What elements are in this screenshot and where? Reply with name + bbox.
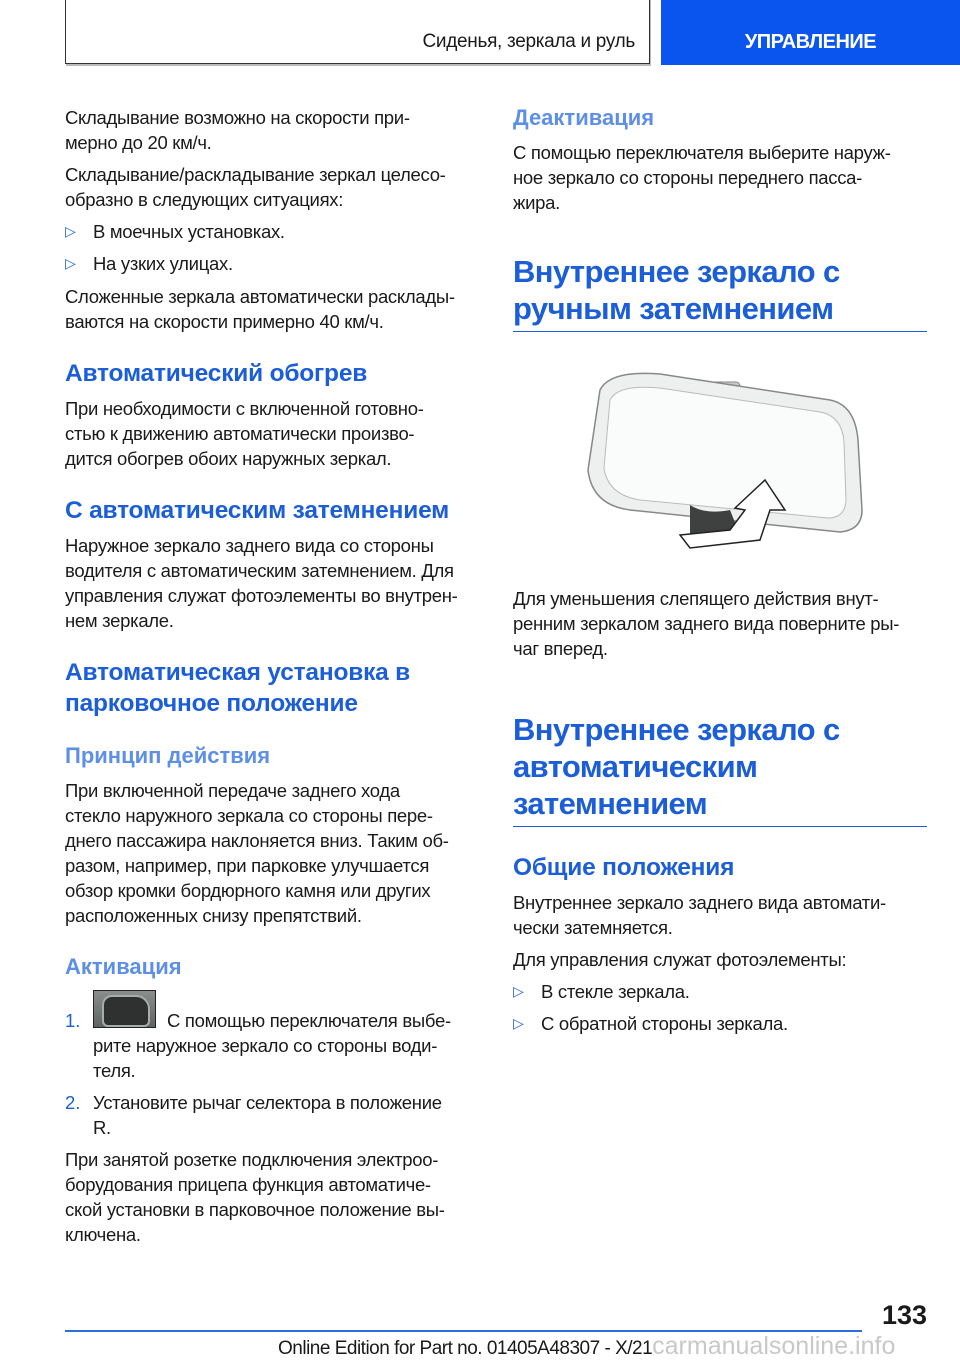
text-line: чаг вперед. xyxy=(513,638,608,659)
step-number: 2. xyxy=(65,1092,81,1113)
paragraph-deactivation xyxy=(513,140,891,215)
text-line: обзор кромки бордюрного камня или других xyxy=(65,880,431,901)
heading-auto-heating: Автоматический обогрев xyxy=(65,360,368,387)
bullet-triangle-icon: ▷ xyxy=(513,983,524,999)
section-title: Сиденья, зеркала и руль xyxy=(422,31,635,52)
heading-auto-dimming-mirror xyxy=(513,711,927,827)
text-line: Внутреннее зеркало заднего вида автомати- xyxy=(513,892,886,913)
text-line: стекло наружного зеркала со стороны пере- xyxy=(65,805,433,826)
text-line: Автоматическая установка в xyxy=(65,659,411,686)
text-line: мерно до 20 км/ч. xyxy=(65,132,212,153)
bullet-triangle-icon: ▷ xyxy=(513,1015,524,1031)
footer-edition: Online Edition for Part no. 01405A48307 - X/21carmanualsonline.info xyxy=(278,1332,896,1360)
text-line: разом, например, при парковке улучшается xyxy=(65,855,430,876)
text-line: дится обогрев обоих наружных зеркал. xyxy=(65,448,392,469)
chapter-tab[interactable] xyxy=(661,0,960,65)
heading-deactivation: Деактивация xyxy=(513,105,655,130)
text-line: При занятой розетке подключения электроо- xyxy=(65,1149,439,1170)
text-line: Для уменьшения слепящего действия внут- xyxy=(513,588,879,609)
text-line: Складывание/раскладывание зеркал целесо- xyxy=(65,164,446,185)
text-line: ное зеркало со стороны переднего пасса- xyxy=(513,167,863,188)
text-line: ключена. xyxy=(65,1224,141,1245)
text-line: парковочное положение xyxy=(65,690,358,717)
heading-principle: Принцип действия xyxy=(65,743,271,768)
step-1-text: С помощью переключателя выбе- рите наружное зеркало со стороны води- теля. xyxy=(93,1010,451,1081)
bullet-triangle-icon: ▷ xyxy=(65,255,76,271)
heading-activation: Активация xyxy=(65,954,182,979)
text-line: водителя с автоматическим затемнением. Для xyxy=(65,560,454,581)
text-line: При включенной передаче заднего хода xyxy=(65,780,400,801)
text-line: Внутреннее зеркало с xyxy=(513,712,840,747)
text-line: расположенных снизу препятствий. xyxy=(65,905,362,926)
text-line: Сложенные зеркала автоматически расклады- xyxy=(65,286,455,307)
text-line: Складывание возможно на скорости при- xyxy=(65,107,410,128)
text-line: жира. xyxy=(513,192,560,213)
paragraph-folding-speed xyxy=(65,105,410,155)
bullet-triangle-icon: ▷ xyxy=(65,223,76,239)
rearview-mirror-illustration xyxy=(570,360,870,555)
paragraph-heating xyxy=(65,396,424,471)
watermark: carmanualsonline.info xyxy=(652,1332,896,1360)
text-line: Внутреннее зеркало с xyxy=(513,254,840,289)
heading-auto-dimming: С автоматическим затемнением xyxy=(65,497,450,524)
heading-general: Общие положения xyxy=(513,854,735,881)
paragraph-unfold-speed xyxy=(65,284,455,334)
chapter-tab-label: УПРАВЛЕНИЕ xyxy=(744,31,877,53)
text-line: С помощью переключателя выберите наруж- xyxy=(513,142,891,163)
text-line: автоматическим xyxy=(513,749,758,784)
text-line: борудования прицепа функция автоматиче- xyxy=(65,1174,431,1195)
text-line: Наружное зеркало заднего вида со стороны xyxy=(65,535,434,556)
text-line: ручным затемнением xyxy=(513,291,834,326)
text-line: R. xyxy=(93,1117,111,1138)
text-line: чески затемняется. xyxy=(513,917,673,938)
text-line: стью к движению автоматически произво- xyxy=(65,423,415,444)
text-line: Для управления служат фотоэлементы: xyxy=(513,949,847,970)
paragraph-auto-dimming xyxy=(65,533,458,633)
text-line: ренним зеркалом заднего вида поверните ры- xyxy=(513,613,900,634)
text-line: образно в следующих ситуациях: xyxy=(65,189,344,210)
page-number: 133 xyxy=(881,1300,927,1330)
text-line: нем зеркале. xyxy=(65,610,174,631)
step-2-text xyxy=(93,1090,442,1140)
header-section-box xyxy=(65,0,650,64)
heading-manual-dimming-mirror xyxy=(513,253,927,332)
paragraph-manual-dimming xyxy=(513,586,899,661)
paragraph-trailer xyxy=(65,1147,445,1247)
text-line: днего пассажира наклоняется вниз. Таким об- xyxy=(65,830,449,851)
text-line: затемнением xyxy=(513,786,708,821)
text-line: управления служат фотоэлементы во внутрен- xyxy=(65,585,458,606)
text-line: Установите рычаг селектора в положение xyxy=(93,1092,442,1113)
paragraph-general-2 xyxy=(513,947,846,972)
paragraph-principle xyxy=(65,778,449,928)
paragraph-folding-situations xyxy=(65,162,446,212)
step-number: 1. xyxy=(65,1010,81,1031)
heading-park-position xyxy=(65,657,410,719)
text-line: При необходимости с включенной готовно- xyxy=(65,398,424,419)
text-line: ской установки в парковочное положение вы- xyxy=(65,1199,445,1220)
text-line: ваются на скорости примерно 40 км/ч. xyxy=(65,311,384,332)
paragraph-general-1 xyxy=(513,890,886,940)
